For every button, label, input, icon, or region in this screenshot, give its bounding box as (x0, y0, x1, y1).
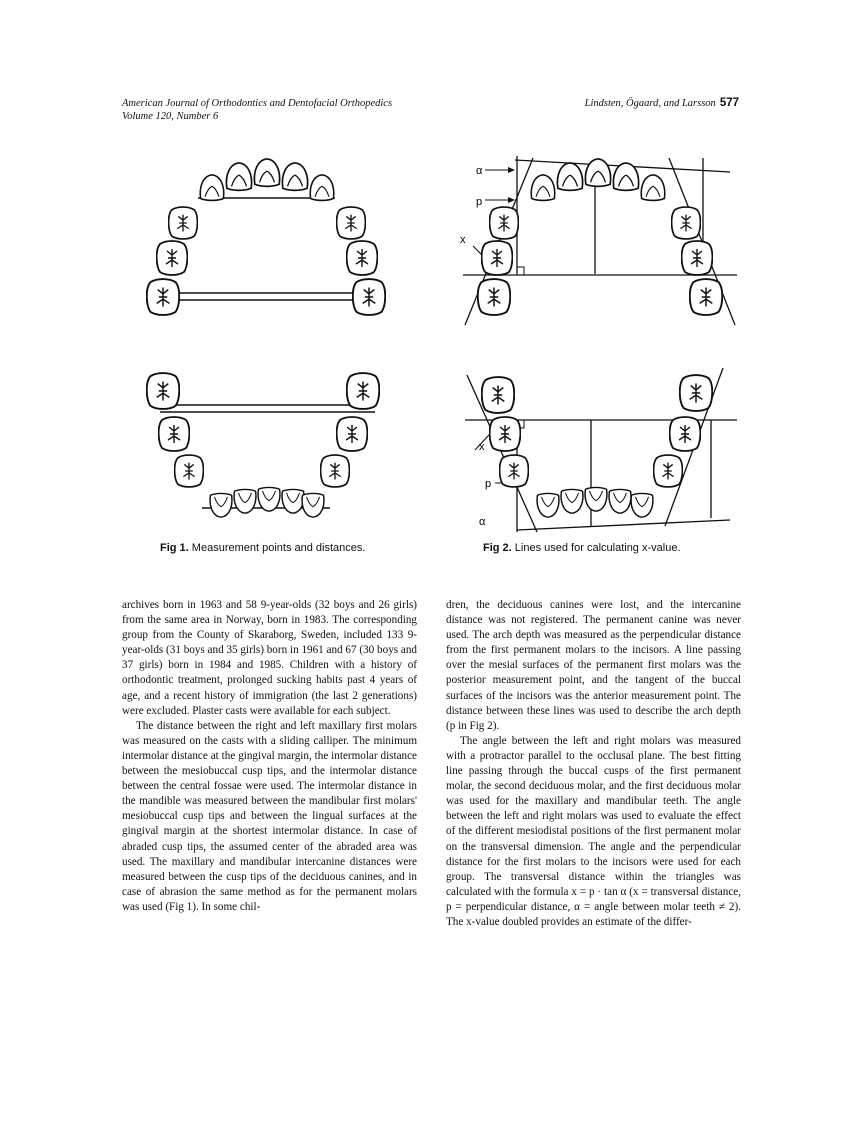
paragraph: archives born in 1963 and 58 9-year-olds (32 boys and 26 girls) from the same area in Norway, born in 1983. The corresponding group from the County of Skaraborg, Sweden, included 133 9-year-olds (31 boys and 35 girls) born in 1961 and 67 (30 boys and 37 girls) born in 1984 and 1985. Children with a history of orthodontic treatment, prolonged sucking habits past 4 years of age, and a recent history of immigration (the last 2 generations) were excluded. Plaster casts were available for each subject. (122, 599, 417, 717)
x-label-bottom: x (479, 441, 485, 453)
p-label-bottom: p (485, 478, 492, 490)
upper-arch-triangle-diagram (460, 156, 737, 325)
figure-2-label: Fig 2. (483, 542, 512, 554)
alpha-label-bottom: α (479, 516, 486, 528)
body-column-left (122, 598, 417, 915)
authors: Lindsten, Ögaard, and Larsson (584, 98, 716, 109)
lower-arch-triangle-diagram (465, 368, 737, 532)
paragraph: The distance between the right and left maxillary first molars was measured on the casts with a sliding calliper. The minimum intermolar distance at the gingival margin, the intermolar distance between the mesiobuccal cusp tips, and the intermolar distance between the central fossae were used. The intermolar distance in the mandible was measured between the mandibular first molars' mesiobuccal cusp tips and between the lingual surfaces at the gingival margin at the shortest intermolar distance. In case of abraded cusp tips, the assumed center of the abraded area was used. The maxillary and mandibular intercanine distances were measured between the cusp tips of the deciduous canines, and in case of abrasion the same method as for the permanent molars was used (Fig 1). In some chil- (122, 719, 417, 913)
x-label-top: x (460, 234, 466, 246)
journal-title: American Journal of Orthodontics and Dentofacial Orthopedics (122, 98, 393, 109)
figure-1 (140, 150, 410, 530)
body-column-right (446, 598, 741, 930)
figure-2-caption-text: Lines used for calculating x-value. (514, 542, 681, 554)
figure-2 (455, 150, 745, 535)
upper-arch-diagram (147, 159, 385, 315)
running-header-right (585, 97, 739, 110)
figure-2-caption (483, 542, 681, 554)
lower-arch-diagram (147, 373, 379, 517)
figure-1-label: Fig 1. (160, 542, 189, 554)
alpha-label-top: α (476, 165, 483, 177)
figure-1-caption (160, 542, 365, 554)
journal-volume: Volume 120, Number 6 (122, 111, 219, 122)
paragraph: The angle between the left and right molars was measured with a protractor parallel to the occlusal plane. The best fitting line passing through the buccal cusps of the first permanent molar, the second deciduous molar, and the first deciduous molar was used for the maxillary and mandibular teeth. The angle between the left and right molars was used to evaluate the effect of the different mesiodistal positions of the first permanent molar on the transversal dimension. The angle and the perpendicular distance for the first molars to the incisors were used for each group. The transversal distance within the triangles was calculated with the formula x = p · tan α (x = transversal distance, p = perpendicular distance, α = angle between molar teeth ≠ 2). The x-value doubled provides an estimate of the differ- (446, 734, 741, 928)
running-header-left (122, 97, 392, 123)
page-number: 577 (719, 97, 739, 109)
figure-1-caption-text: Measurement points and distances. (191, 542, 366, 554)
paragraph: dren, the deciduous canines were lost, and the intercanine distance was not registered. The permanent canine was never used. The arch depth was measured as the perpendicular distance from the first permanent molars to the incisors. A line passing over the mesial surfaces of the permanent first molars was the posterior measurement point, and the tangent of the buccal surfaces of the incisors was the anterior measurement point. The distance between these lines was used to describe the arch depth (p in Fig 2). (446, 599, 741, 732)
p-label-top: p (476, 196, 483, 208)
